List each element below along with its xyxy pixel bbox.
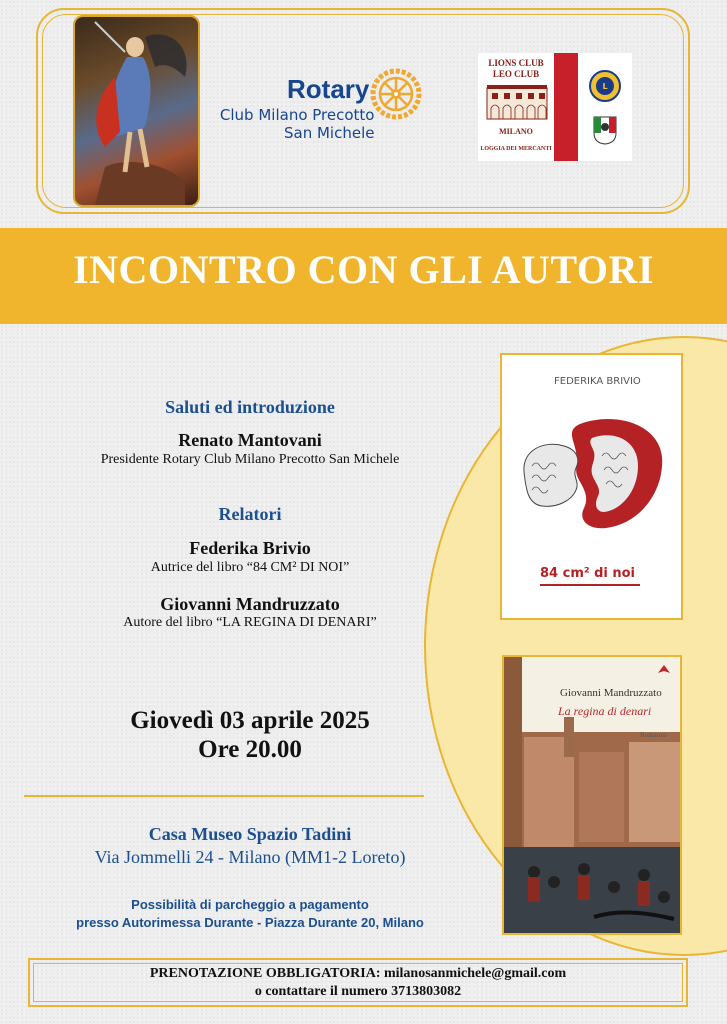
parking-info-line1: Possibilità di parcheggio a pagamento [131,897,369,912]
speaker-name: Giovanni Mandruzzato [160,594,340,614]
rotary-club-line1: Club Milano Precotto [219,106,375,124]
event-time: Ore 20.00 [198,736,302,763]
parking-info-line2: presso Autorimessa Durante - Piazza Durante 20, Milano [76,915,424,930]
venue-name: Casa Museo Spazio Tadini [148,824,352,844]
speaker-name: Federika Brivio [189,538,311,558]
saint-michael-painting [73,15,200,207]
speakers-heading: Relatori [218,504,282,524]
host-role: Presidente Rotary Club Milano Precotto San Michele [100,452,400,467]
divider [24,795,424,797]
rotary-wheel-icon [370,68,422,120]
rotary-club-name [217,106,374,142]
rotary-wordmark: Rotary [287,74,370,104]
speaker-role: Autore del libro “LA REGINA DI DENARI” [123,615,377,630]
page-title: INCONTRO CON GLI AUTORI [73,247,654,292]
leo-emblem-icon [592,115,618,145]
speaker-role: Autrice del libro “84 CM² DI NOI” [150,560,350,575]
book2-author: Giovanni Mandruzzato [560,687,662,699]
host-name: Renato Mantovani [178,430,322,450]
lions-line2: LEO CLUB [492,69,540,79]
event-date: Giovedì 03 aprile 2025 [130,707,370,734]
rotary-club-line2: San Michele [284,124,375,142]
lions-line3: MILANO [499,127,533,136]
booking-required: PRENOTAZIONE OBBLIGATORIA: milanosanmichele@gmail.com [149,966,567,981]
greetings-heading: Saluti ed introduzione [165,397,335,417]
lions-emblem-icon [589,70,621,102]
book1-author: FEDERIKA BRIVIO [554,376,641,387]
book2-genre: Romanzo [640,731,667,739]
svg-text:L: L [602,82,608,91]
loggia-building-icon [486,84,548,120]
venue-address: Via Jommelli 24 - Milano (MM1-2 Loreto) [94,847,406,867]
book2-title: La regina di denari [558,704,652,718]
book1-underline [540,584,640,586]
booking-phone: o contattare il numero 3713803082 [254,984,462,999]
book1-profiles-illustration [518,416,666,532]
lions-red-stripe [554,53,578,161]
lions-line1: LIONS CLUB [488,58,544,68]
book1-title: 84 cm² di noi [540,566,636,581]
lions-line4: LOGGIA DEI MERCANTI [480,146,552,152]
